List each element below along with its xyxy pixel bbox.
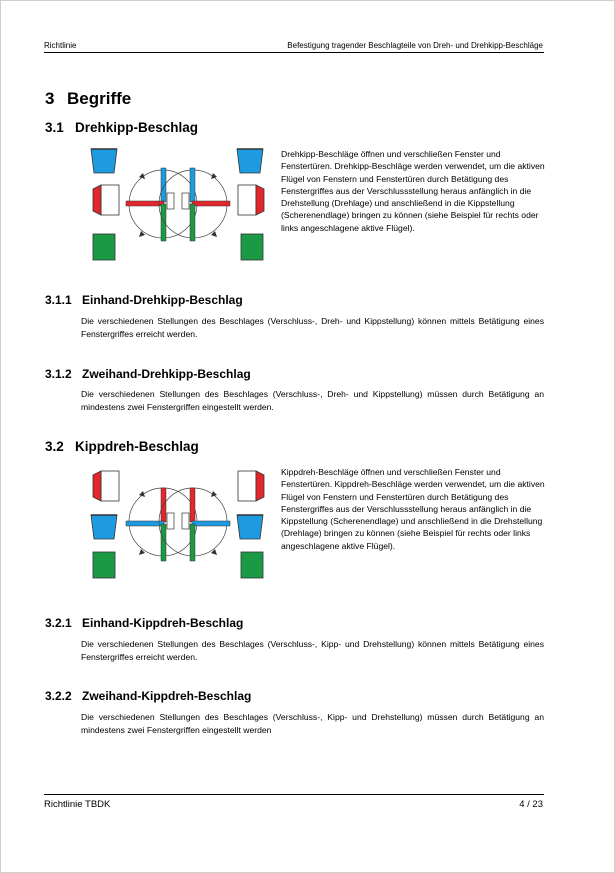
heading-3-1 <box>45 120 198 135</box>
header-rule <box>44 52 544 53</box>
heading-title: Kippdreh-Beschlag <box>75 439 199 454</box>
drehkipp-diagram <box>81 141 277 271</box>
heading-number: 3.2.2 <box>45 689 72 703</box>
turn-icon-red <box>93 185 119 215</box>
heading-3-1-2 <box>45 367 251 381</box>
heading-3-1-1 <box>45 293 243 307</box>
page-number: 4 / 23 <box>519 799 543 810</box>
heading-3-2-2 <box>45 689 251 703</box>
turn-icon-red-right <box>238 471 264 501</box>
section-number: 3 <box>45 89 55 108</box>
paragraph-3-2-1: Die verschiedenen Stellungen des Beschlages (Verschluss-, Kipp- und Drehstellung) können mittels Betätigung eines Fenstergriffes erreicht werden. <box>81 639 544 662</box>
tilt-icon-blue <box>91 515 117 539</box>
closed-icon-green <box>93 234 115 260</box>
paragraph-3-1-1: Die verschiedenen Stellungen des Beschlages (Verschluss-, Dreh- und Kippstellung) können mittels Betätigung eines Fenstergriffes erreicht werden. <box>81 316 544 339</box>
heading-number: 3.2.1 <box>45 616 72 630</box>
paragraph-3-2: Kippdreh-Beschläge öffnen und verschließen Fenster und Fenstertüren. Kippdreh-Beschläge werden verwendet, um die aktiven Flügel von Fenstern und Fenstertüren durch Betätigung des Fenstergriffes aus der Verschlussstellung heraus anfänglich in die Kippstellung (Scherenendlage) und anschließend in die Drehstellung (Drehlage) bringen zu können (siehe Beispiel für rechts oder links angeschlagene aktive Flügel). <box>281 467 545 551</box>
section-title: Begriffe <box>67 89 132 108</box>
heading-title: Zweihand-Drehkipp-Beschlag <box>82 367 251 381</box>
heading-number: 3.1.2 <box>45 367 72 381</box>
heading-title: Zweihand-Kippdreh-Beschlag <box>82 689 252 703</box>
tilt-icon-blue <box>91 149 117 173</box>
turn-icon-red-right <box>238 185 264 215</box>
heading-3-2 <box>45 439 199 454</box>
heading-number: 3.1.1 <box>45 293 72 307</box>
tilt-icon-blue-right <box>237 149 263 173</box>
heading-title: Drehkipp-Beschlag <box>75 120 199 135</box>
footer-left: Richtlinie TBDK <box>44 799 111 810</box>
tilt-icon-blue-right <box>237 515 263 539</box>
header-left: Richtlinie <box>44 41 77 50</box>
closed-icon-green-right <box>241 234 263 260</box>
closed-icon-green-right <box>241 552 263 578</box>
paragraph-3-1: Drehkipp-Beschläge öffnen und verschließen Fenster und Fenstertüren. Drehkipp-Beschläge werden verwendet, um die aktiven Flügel von Fenstern und Fenstertüren durch Betätigung des Fenstergriffes aus der Verschlussstellung heraus anfänglich in die Drehstellung (Drehlage) und anschließend in die Kippstellung (Scherenendlage) bringen zu können (siehe Beispiel für rechts oder links angeschlagene aktive Flügel). <box>281 149 545 233</box>
turn-icon-red <box>93 471 119 501</box>
header-right: Befestigung tragender Beschlagteile von Dreh- und Drehkipp-Beschläge <box>287 41 543 50</box>
kippdreh-diagram <box>81 459 277 589</box>
footer-rule <box>44 794 544 795</box>
heading-number: 3.2 <box>45 439 64 454</box>
heading-3-2-1 <box>45 616 243 630</box>
section-heading <box>45 89 131 109</box>
paragraph-3-1-2: Die verschiedenen Stellungen des Beschlages (Verschluss-, Dreh- und Kippstellung) müssen durch Betätigung an mindestens zwei Fenstergriffen eingestellt werden. <box>81 389 544 412</box>
closed-icon-green <box>93 552 115 578</box>
heading-number: 3.1 <box>45 120 64 135</box>
heading-title: Einhand-Drehkipp-Beschlag <box>82 293 243 307</box>
paragraph-3-2-2: Die verschiedenen Stellungen des Beschlages (Verschluss-, Kipp- und Drehstellung) müssen durch Betätigung an mindestens zwei Fenstergriffen eingestellt werden <box>81 712 544 735</box>
heading-title: Einhand-Kippdreh-Beschlag <box>82 616 244 630</box>
